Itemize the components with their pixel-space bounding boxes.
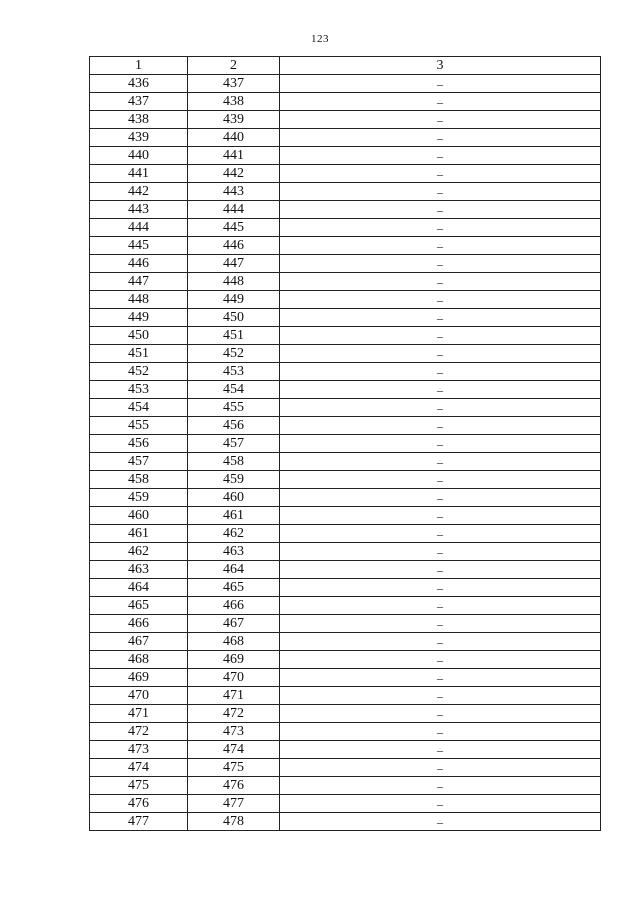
data-table: [89, 56, 601, 831]
table-cell-col-3: –: [280, 669, 601, 687]
table-cell-col-3: –: [280, 309, 601, 327]
table-cell-col-3: –: [280, 381, 601, 399]
table-row: [90, 759, 601, 777]
table-cell-col-3: –: [280, 597, 601, 615]
table-cell-col-1: 465: [90, 597, 188, 615]
table-cell-col-2: 475: [188, 759, 280, 777]
table-cell-col-3: –: [280, 219, 601, 237]
table-cell-col-2: 465: [188, 579, 280, 597]
table-cell-col-3: –: [280, 543, 601, 561]
table-cell-col-3: –: [280, 579, 601, 597]
table-cell-col-2: 472: [188, 705, 280, 723]
table-cell-col-1: 469: [90, 669, 188, 687]
table-header-row: [90, 57, 601, 75]
table-cell-col-2: 448: [188, 273, 280, 291]
table-cell-col-2: 455: [188, 399, 280, 417]
table-cell-col-1: 450: [90, 327, 188, 345]
table-cell-col-1: 446: [90, 255, 188, 273]
table-cell-col-1: 452: [90, 363, 188, 381]
table-cell-col-1: 475: [90, 777, 188, 795]
table-row: [90, 291, 601, 309]
table-row: [90, 579, 601, 597]
table-cell-col-1: 456: [90, 435, 188, 453]
table-row: [90, 255, 601, 273]
table-cell-col-2: 445: [188, 219, 280, 237]
table-row: [90, 111, 601, 129]
table-cell-col-2: 456: [188, 417, 280, 435]
table-cell-col-3: –: [280, 111, 601, 129]
table-cell-col-3: –: [280, 561, 601, 579]
table-cell-col-3: –: [280, 777, 601, 795]
table-row: [90, 615, 601, 633]
table-cell-col-2: 477: [188, 795, 280, 813]
table-cell-col-2: 450: [188, 309, 280, 327]
table-cell-col-1: 451: [90, 345, 188, 363]
table-cell-col-1: 457: [90, 453, 188, 471]
table-cell-col-1: 459: [90, 489, 188, 507]
table-row: [90, 417, 601, 435]
table-cell-col-1: 453: [90, 381, 188, 399]
table-cell-col-3: –: [280, 255, 601, 273]
table-cell-col-1: 441: [90, 165, 188, 183]
column-header-3: 3: [280, 57, 601, 75]
table-cell-col-1: 448: [90, 291, 188, 309]
table-cell-col-2: 441: [188, 147, 280, 165]
table-cell-col-2: 469: [188, 651, 280, 669]
table-cell-col-2: 444: [188, 201, 280, 219]
table-cell-col-2: 462: [188, 525, 280, 543]
table-cell-col-3: –: [280, 435, 601, 453]
table-cell-col-1: 439: [90, 129, 188, 147]
table-cell-col-1: 440: [90, 147, 188, 165]
table-cell-col-1: 436: [90, 75, 188, 93]
table-header: [90, 57, 601, 75]
table-row: [90, 687, 601, 705]
table-row: [90, 363, 601, 381]
table-cell-col-2: 461: [188, 507, 280, 525]
table-row: [90, 75, 601, 93]
table-cell-col-2: 476: [188, 777, 280, 795]
table-row: [90, 525, 601, 543]
table-cell-col-2: 463: [188, 543, 280, 561]
table-cell-col-3: –: [280, 201, 601, 219]
table-cell-col-3: –: [280, 723, 601, 741]
table-row: [90, 597, 601, 615]
table-cell-col-2: 447: [188, 255, 280, 273]
table-row: [90, 795, 601, 813]
table-row: [90, 219, 601, 237]
table-cell-col-2: 470: [188, 669, 280, 687]
table-row: [90, 183, 601, 201]
table-cell-col-1: 467: [90, 633, 188, 651]
table-cell-col-3: –: [280, 705, 601, 723]
table-cell-col-2: 440: [188, 129, 280, 147]
table-cell-col-3: –: [280, 93, 601, 111]
table-cell-col-2: 471: [188, 687, 280, 705]
table-cell-col-3: –: [280, 129, 601, 147]
table-cell-col-3: –: [280, 633, 601, 651]
table-cell-col-2: 442: [188, 165, 280, 183]
table-row: [90, 669, 601, 687]
table-row: [90, 507, 601, 525]
column-header-2: 2: [188, 57, 280, 75]
table-cell-col-1: 449: [90, 309, 188, 327]
table-cell-col-3: –: [280, 759, 601, 777]
table-cell-col-3: –: [280, 237, 601, 255]
table-cell-col-3: –: [280, 327, 601, 345]
table-cell-col-1: 458: [90, 471, 188, 489]
table-row: [90, 489, 601, 507]
table-cell-col-3: –: [280, 471, 601, 489]
table-cell-col-2: 459: [188, 471, 280, 489]
table-cell-col-3: –: [280, 75, 601, 93]
table-cell-col-3: –: [280, 507, 601, 525]
table-cell-col-2: 446: [188, 237, 280, 255]
table-row: [90, 453, 601, 471]
table-cell-col-3: –: [280, 489, 601, 507]
table-cell-col-2: 449: [188, 291, 280, 309]
table-cell-col-3: –: [280, 291, 601, 309]
table-cell-col-2: 453: [188, 363, 280, 381]
table-row: [90, 471, 601, 489]
table-cell-col-2: 437: [188, 75, 280, 93]
table-cell-col-2: 452: [188, 345, 280, 363]
table-cell-col-2: 464: [188, 561, 280, 579]
table-row: [90, 705, 601, 723]
table-cell-col-3: –: [280, 165, 601, 183]
table-row: [90, 147, 601, 165]
table-cell-col-2: 466: [188, 597, 280, 615]
table-row: [90, 561, 601, 579]
table-cell-col-3: –: [280, 741, 601, 759]
table-cell-col-1: 447: [90, 273, 188, 291]
table-row: [90, 651, 601, 669]
table-cell-col-1: 462: [90, 543, 188, 561]
table-cell-col-3: –: [280, 399, 601, 417]
table-row: [90, 237, 601, 255]
table-cell-col-1: 445: [90, 237, 188, 255]
table-cell-col-1: 473: [90, 741, 188, 759]
table-cell-col-1: 463: [90, 561, 188, 579]
table-cell-col-1: 444: [90, 219, 188, 237]
table-cell-col-1: 461: [90, 525, 188, 543]
table-row: [90, 381, 601, 399]
table-row: [90, 633, 601, 651]
table-cell-col-3: –: [280, 345, 601, 363]
table-cell-col-3: –: [280, 687, 601, 705]
table-cell-col-2: 443: [188, 183, 280, 201]
table-cell-col-2: 468: [188, 633, 280, 651]
table-cell-col-1: 437: [90, 93, 188, 111]
table-row: [90, 345, 601, 363]
table-cell-col-2: 460: [188, 489, 280, 507]
table-row: [90, 813, 601, 831]
table-cell-col-1: 464: [90, 579, 188, 597]
table-cell-col-1: 472: [90, 723, 188, 741]
table-body: [90, 75, 601, 831]
table-cell-col-1: 471: [90, 705, 188, 723]
table-cell-col-3: –: [280, 147, 601, 165]
table-row: [90, 309, 601, 327]
page-number: 123: [311, 33, 329, 45]
table-cell-col-2: 439: [188, 111, 280, 129]
table-cell-col-3: –: [280, 417, 601, 435]
table-cell-col-2: 467: [188, 615, 280, 633]
table-cell-col-1: 442: [90, 183, 188, 201]
table-cell-col-3: –: [280, 453, 601, 471]
table-cell-col-1: 443: [90, 201, 188, 219]
column-header-1: 1: [90, 57, 188, 75]
table-cell-col-1: 474: [90, 759, 188, 777]
table-row: [90, 543, 601, 561]
table-cell-col-2: 474: [188, 741, 280, 759]
table-cell-col-1: 455: [90, 417, 188, 435]
table-cell-col-2: 478: [188, 813, 280, 831]
table-cell-col-1: 466: [90, 615, 188, 633]
table-cell-col-2: 451: [188, 327, 280, 345]
table-row: [90, 435, 601, 453]
table-row: [90, 777, 601, 795]
table-row: [90, 327, 601, 345]
table-cell-col-3: –: [280, 651, 601, 669]
table-cell-col-3: –: [280, 615, 601, 633]
table-cell-col-1: 477: [90, 813, 188, 831]
table-cell-col-3: –: [280, 273, 601, 291]
table-cell-col-1: 454: [90, 399, 188, 417]
table-cell-col-1: 460: [90, 507, 188, 525]
table-cell-col-1: 468: [90, 651, 188, 669]
table-cell-col-2: 438: [188, 93, 280, 111]
table-row: [90, 165, 601, 183]
table-cell-col-3: –: [280, 795, 601, 813]
table-cell-col-2: 457: [188, 435, 280, 453]
table-cell-col-2: 458: [188, 453, 280, 471]
table-row: [90, 723, 601, 741]
table-row: [90, 399, 601, 417]
table-cell-col-2: 473: [188, 723, 280, 741]
table-row: [90, 273, 601, 291]
table-cell-col-3: –: [280, 363, 601, 381]
table-cell-col-3: –: [280, 813, 601, 831]
table-cell-col-1: 470: [90, 687, 188, 705]
table-cell-col-1: 476: [90, 795, 188, 813]
table-row: [90, 201, 601, 219]
table-row: [90, 741, 601, 759]
table-row: [90, 93, 601, 111]
table-row: [90, 129, 601, 147]
table-cell-col-1: 438: [90, 111, 188, 129]
table-cell-col-3: –: [280, 525, 601, 543]
table-cell-col-2: 454: [188, 381, 280, 399]
table-cell-col-3: –: [280, 183, 601, 201]
